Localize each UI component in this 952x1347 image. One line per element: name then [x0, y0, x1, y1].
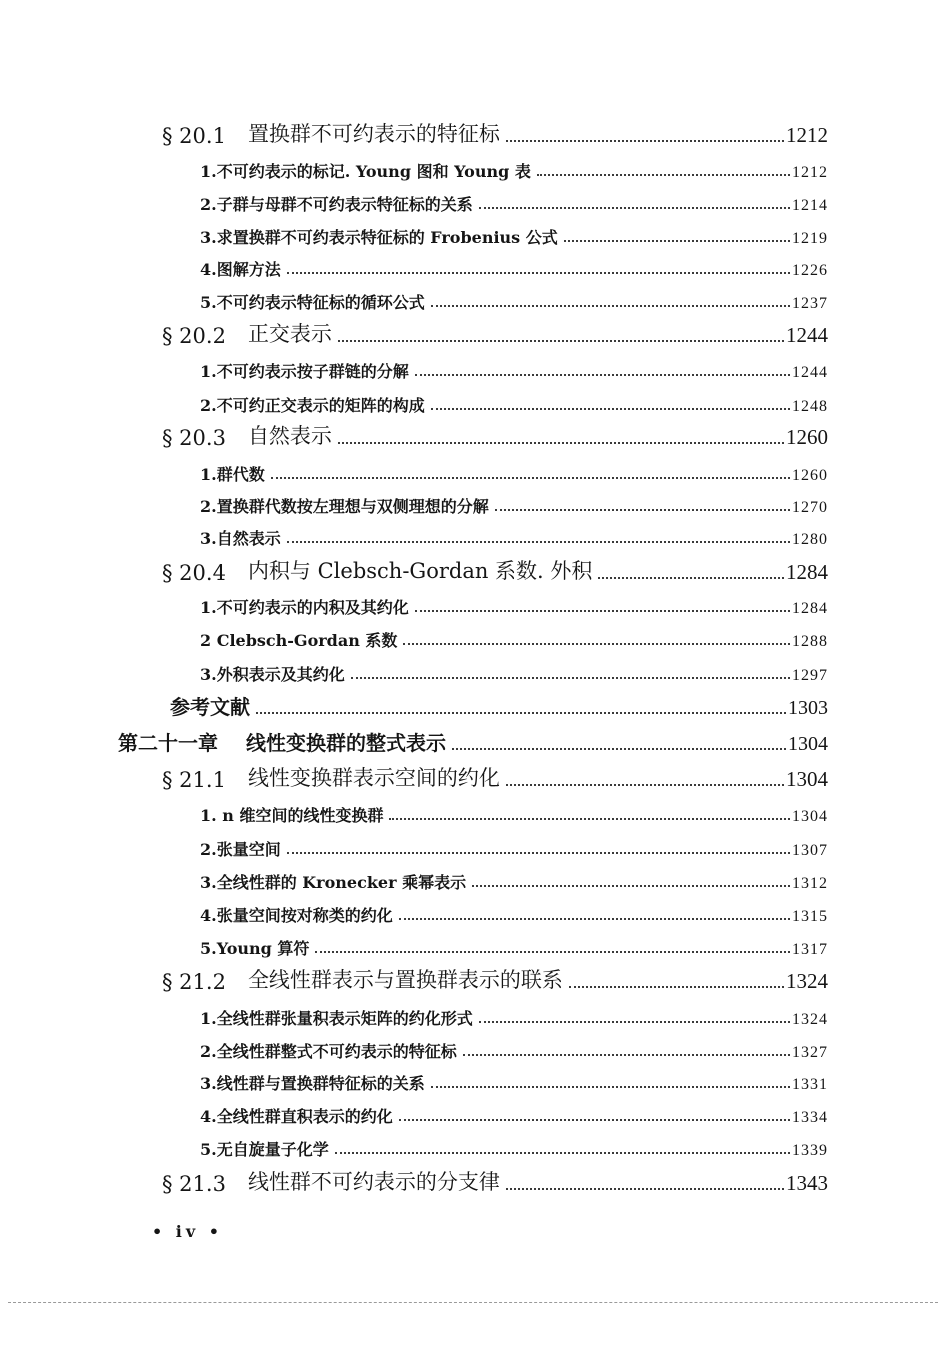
toc-page-number: 1260 — [786, 425, 828, 449]
toc-entry-title: 2.全线性群整式不可约表示的特征标 — [200, 1042, 457, 1061]
toc-chapter-row — [118, 732, 828, 756]
toc-page-number: 1270 — [792, 499, 828, 516]
toc-subsection-row — [200, 806, 828, 826]
toc-subsection-row — [200, 598, 828, 618]
dot-leader — [399, 1119, 790, 1121]
toc-entry-number: 第二十一章 — [118, 731, 218, 755]
toc-subsection-row — [200, 162, 828, 182]
dot-leader — [506, 140, 784, 142]
toc-page-number: 1303 — [788, 697, 828, 719]
dot-leader — [415, 374, 790, 376]
toc-section-row — [162, 1172, 828, 1196]
toc-entry-title: 1.不可约表示的标记. Young 图和 Young 表 — [200, 162, 531, 181]
dot-leader — [415, 610, 790, 612]
toc-subsection-row — [200, 396, 828, 416]
toc-page-number: 1343 — [786, 1171, 828, 1195]
toc-subsection-row — [200, 465, 828, 485]
toc-entry-title: 置换群不可约表示的特征标 — [247, 122, 500, 146]
dot-leader — [431, 305, 790, 307]
toc-subsection-row — [200, 1009, 828, 1029]
toc-entry-title: 2.子群与母群不可约表示特征标的关系 — [200, 195, 473, 214]
toc-subsection-row — [200, 362, 828, 382]
toc-page-number: 1284 — [786, 560, 828, 584]
dot-leader — [287, 852, 790, 854]
dot-leader — [452, 748, 786, 750]
toc-page-number: 1334 — [792, 1109, 828, 1126]
toc-page-number: 1327 — [792, 1044, 828, 1061]
toc-subsection-row — [200, 228, 828, 248]
toc-entry-title: 3.全线性群的 Kronecker 乘幂表示 — [200, 873, 467, 892]
toc-section-row — [162, 324, 828, 348]
toc-page-number: 1312 — [792, 875, 828, 892]
scan-edge-line — [8, 1302, 938, 1303]
toc-subsection-row — [200, 195, 828, 215]
toc-entry-title: 2.不可约正交表示的矩阵的构成 — [200, 396, 425, 415]
toc-section-row — [162, 970, 828, 994]
toc-page-number: 1315 — [792, 908, 828, 925]
toc-references-row — [170, 696, 828, 720]
toc-entry-number: § 20.4 — [162, 561, 226, 585]
toc-subsection-row — [200, 1042, 828, 1062]
toc-page-number: 1280 — [792, 531, 828, 548]
toc-entry-title: 1. n 维空间的线性变换群 — [200, 806, 384, 825]
toc-entry-title: 内积与 Clebsch-Gordan 系数. 外积 — [247, 559, 593, 583]
toc-page-number: 1288 — [792, 633, 828, 650]
dot-leader — [256, 712, 786, 714]
toc-page-number: 1324 — [786, 969, 828, 993]
dot-leader — [479, 1021, 790, 1023]
toc-subsection-row — [200, 293, 828, 313]
toc-entry-number: § 21.2 — [162, 970, 226, 994]
toc-subsection-row — [200, 665, 828, 685]
toc-subsection-row — [200, 840, 828, 860]
toc-page-number: 1339 — [792, 1142, 828, 1159]
toc-subsection-row — [200, 631, 828, 651]
toc-section-row — [162, 426, 828, 450]
toc-entry-title: 线性变换群的整式表示 — [246, 731, 446, 755]
toc-entry-title: 1.全线性群张量积表示矩阵的约化形式 — [200, 1009, 473, 1028]
dot-leader — [431, 1086, 790, 1088]
toc-entry-title: 1.群代数 — [200, 465, 265, 484]
toc-entry-title: 3.外积表示及其约化 — [200, 665, 345, 684]
dot-leader — [338, 340, 784, 342]
toc-entry-title: 参考文献 — [170, 695, 250, 719]
toc-page-number: 1244 — [792, 364, 828, 381]
toc-entry-title: 线性变换群表示空间的约化 — [247, 766, 500, 790]
toc-subsection-row — [200, 906, 828, 926]
toc-entry-title: 1.不可约表示的内积及其约化 — [200, 598, 409, 617]
toc-page-number: 1214 — [792, 197, 828, 214]
toc-page-number: 1307 — [792, 842, 828, 859]
toc-page-number: 1317 — [792, 941, 828, 958]
toc-entry-number: § 21.3 — [162, 1172, 226, 1196]
dot-leader — [351, 677, 790, 679]
dot-leader — [506, 784, 784, 786]
dot-leader — [569, 986, 784, 988]
toc-entry-number: § 21.1 — [162, 768, 226, 792]
dot-leader — [287, 541, 790, 543]
dot-leader — [403, 643, 790, 645]
dot-leader — [537, 174, 790, 176]
toc-entry-title: 5.无自旋量子化学 — [200, 1140, 329, 1159]
toc-page-number: 1304 — [788, 733, 828, 755]
toc-entry-title: 4.图解方法 — [200, 260, 281, 279]
toc-page-number: 1260 — [792, 467, 828, 484]
toc-entry-title: 正交表示 — [247, 322, 332, 346]
toc-entry-title: 4.张量空间按对称类的约化 — [200, 906, 393, 925]
toc-entry-title: 全线性群表示与置换群表示的联系 — [247, 968, 563, 992]
toc-page-number: 1248 — [792, 398, 828, 415]
toc-page-number: 1237 — [792, 295, 828, 312]
toc-subsection-row — [200, 497, 828, 517]
dot-leader — [463, 1054, 790, 1056]
page-number: • iv • — [152, 1222, 223, 1241]
dot-leader — [315, 951, 790, 953]
toc-entry-number: § 20.2 — [162, 324, 226, 348]
toc-page-number: 1212 — [786, 123, 828, 147]
toc-section-row — [162, 124, 828, 148]
toc-page-number: 1331 — [792, 1076, 828, 1093]
toc-entry-title: 2 Clebsch-Gordan 系数 — [200, 631, 398, 650]
dot-leader — [506, 1188, 784, 1190]
toc-subsection-row — [200, 1140, 828, 1160]
dot-leader — [335, 1152, 790, 1154]
toc-page-number: 1304 — [792, 808, 828, 825]
dot-leader — [598, 577, 784, 579]
toc-subsection-row — [200, 1107, 828, 1127]
toc-page-number: 1297 — [792, 667, 828, 684]
toc-section-row — [162, 561, 828, 585]
toc-page-number: 1244 — [786, 323, 828, 347]
toc-entry-title: 3.线性群与置换群特征标的关系 — [200, 1074, 425, 1093]
toc-page-number: 1324 — [792, 1011, 828, 1028]
toc-page-number: 1219 — [792, 230, 828, 247]
toc-entry-title: 自然表示 — [247, 424, 332, 448]
toc-entry-number: § 20.3 — [162, 426, 226, 450]
dot-leader — [431, 408, 790, 410]
toc-page-number: 1304 — [786, 767, 828, 791]
dot-leader — [287, 272, 790, 274]
dot-leader — [271, 477, 790, 479]
dot-leader — [495, 509, 790, 511]
dot-leader — [479, 207, 790, 209]
dot-leader — [338, 442, 784, 444]
dot-leader — [389, 818, 790, 820]
dot-leader — [399, 918, 790, 920]
toc-subsection-row — [200, 1074, 828, 1094]
toc-entry-number: § 20.1 — [162, 124, 226, 148]
dot-leader — [564, 240, 790, 242]
toc-subsection-row — [200, 529, 828, 549]
toc-subsection-row — [200, 873, 828, 893]
toc-entry-title: 2.张量空间 — [200, 840, 281, 859]
toc-entry-title: 5.不可约表示特征标的循环公式 — [200, 293, 425, 312]
toc-section-row — [162, 768, 828, 792]
toc-subsection-row — [200, 260, 828, 280]
toc-subsection-row — [200, 939, 828, 959]
dot-leader — [472, 885, 790, 887]
toc-entry-title: 4.全线性群直积表示的约化 — [200, 1107, 393, 1126]
toc-page-number: 1212 — [792, 164, 828, 181]
toc-entry-title: 1.不可约表示按子群链的分解 — [200, 362, 409, 381]
toc-page-number: 1284 — [792, 600, 828, 617]
toc-entry-title: 3.求置换群不可约表示特征标的 Frobenius 公式 — [200, 228, 558, 247]
toc-entry-title: 5.Young 算符 — [200, 939, 310, 958]
toc-entry-title: 线性群不可约表示的分支律 — [247, 1170, 500, 1194]
toc-entry-title: 3.自然表示 — [200, 529, 281, 548]
toc-page-number: 1226 — [792, 262, 828, 279]
toc-entry-title: 2.置换群代数按左理想与双侧理想的分解 — [200, 497, 489, 516]
